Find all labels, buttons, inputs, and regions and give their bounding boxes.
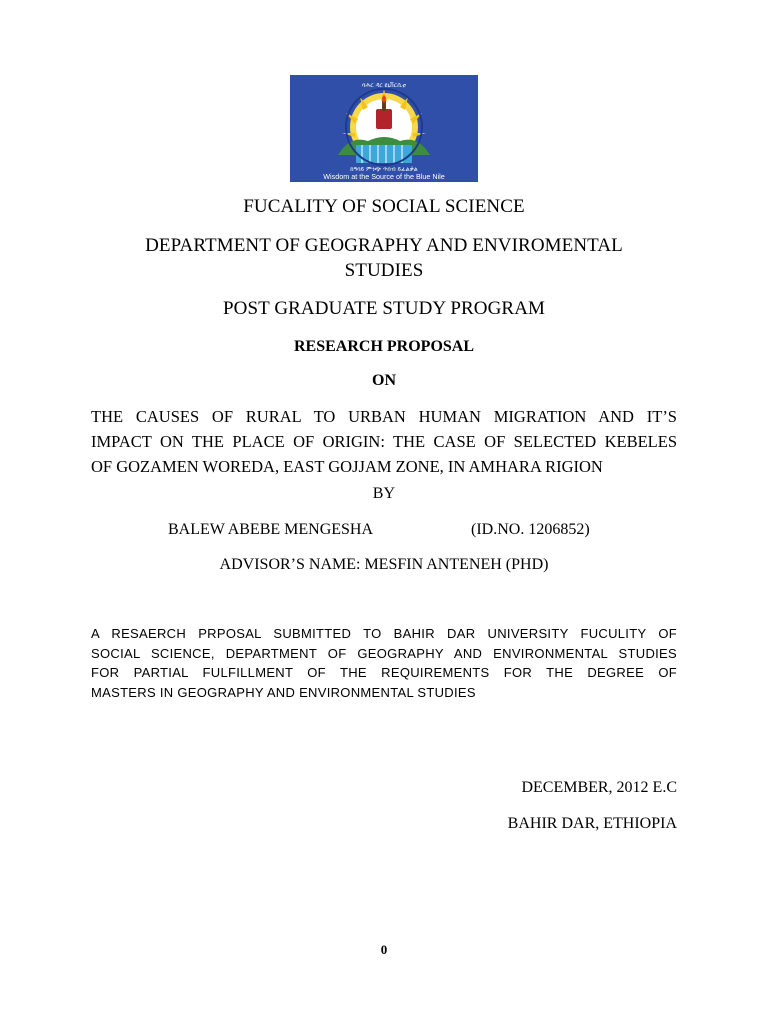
department-heading-line1: DEPARTMENT OF GEOGRAPHY AND ENVIROMENTAL bbox=[145, 235, 623, 256]
research-title-line: OF GOZAMEN WOREDA, EAST GOJJAM ZONE, IN AMHARA RIGION bbox=[91, 457, 603, 476]
research-title-line: IMPACT ON THE PLACE OF ORIGIN: THE CASE OF SELECTED KEBELES bbox=[91, 432, 677, 451]
by-label: BY bbox=[372, 485, 396, 502]
advisor-name: ADVISOR’S NAME: MESFIN ANTENEH (PHD) bbox=[219, 556, 549, 573]
logo-amharic-name: ባሕር ዳር ዩኒቨርሲቲ bbox=[362, 82, 406, 89]
page-number: 0 bbox=[380, 942, 388, 957]
submission-place: BAHIR DAR, ETHIOPIA bbox=[507, 815, 677, 832]
submission-line: FOR PARTIAL FULFILLMENT OF THE REQUIREMENTS FOR THE DEGREE OF bbox=[91, 665, 677, 680]
submission-line: A RESAERCH PRPOSAL SUBMITTED TO BAHIR DAR UNIVERSITY FUCULITY OF bbox=[91, 626, 677, 641]
on-label: ON bbox=[372, 372, 396, 389]
proposal-label: RESEARCH PROPOSAL bbox=[293, 338, 475, 355]
logo-motto: Wisdom at the Source of the Blue Nile bbox=[323, 172, 445, 181]
logo-amharic-motto: ከዓባይ ምንጭ ጥበብ ይፈልቃል bbox=[350, 166, 418, 173]
submission-line: MASTERS IN GEOGRAPHY AND ENVIRONMENTAL STUDIES bbox=[91, 684, 476, 700]
submission-line: SOCIAL SCIENCE, DEPARTMENT OF GEOGRAPHY AND ENVIRONMENTAL STUDIES bbox=[91, 645, 677, 661]
university-logo bbox=[290, 75, 478, 182]
program-heading: POST GRADUATE STUDY PROGRAM bbox=[222, 298, 546, 319]
faculty-heading: FUCALITY OF SOCIAL SCIENCE bbox=[243, 196, 525, 217]
department-heading-line2: STUDIES bbox=[344, 260, 424, 281]
submission-date: DECEMBER, 2012 E.C bbox=[521, 779, 677, 796]
author-name: BALEW ABEBE MENGESHA bbox=[168, 521, 374, 538]
author-id: (ID.NO. 1206852) bbox=[471, 521, 590, 538]
research-title bbox=[91, 404, 677, 479]
submission-statement bbox=[91, 624, 677, 702]
research-title-line: THE CAUSES OF RURAL TO URBAN HUMAN MIGRATION AND IT’S bbox=[91, 407, 677, 426]
